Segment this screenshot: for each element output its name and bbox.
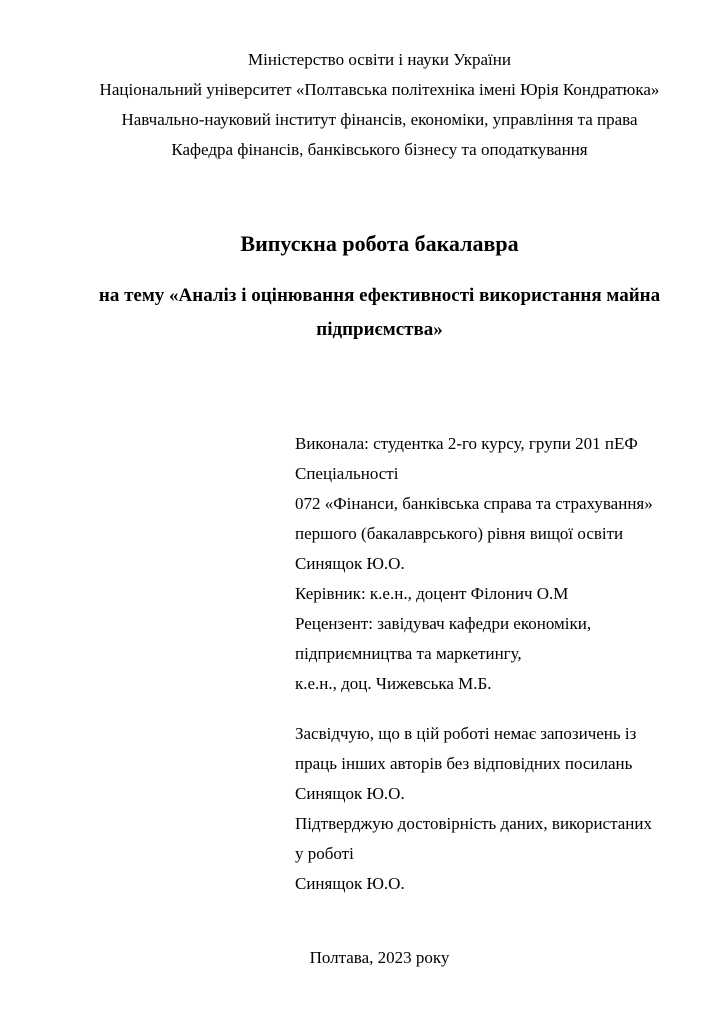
thesis-topic-line-1: на тему «Аналіз і оцінювання ефективності використання майна [98,285,661,306]
no-borrowings-line-2: праць інших авторів без відповідних посилань [295,754,633,773]
author-line: Виконала: студентка 2-го курсу, групи 201 пЕФ [295,434,638,453]
reviewer-line-2: підприємництва та маркетингу, [295,644,522,663]
originality-statement-block [295,719,662,899]
no-borrowings-line-1: Засвідчую, що в цій роботі немає запозичень із [295,724,637,743]
supervisor-line: Керівник: к.е.н., доцент Філонич О.М [295,584,569,603]
signature-name-line-1: Синящок Ю.О. [295,784,405,803]
specialty-code-line: 072 «Фінанси, банківська справа та страхування» [295,494,653,513]
ministry-line: Міністерство освіти і науки України [248,50,511,69]
data-accuracy-line-1: Підтверджую достовірність даних, використаних [295,814,652,833]
thesis-topic-line-2: підприємства» [316,319,443,340]
reviewer-line-1: Рецензент: завідувач кафедри економіки, [295,614,592,633]
signature-name-line-2: Синящок Ю.О. [295,874,405,893]
thesis-title: Випускна робота бакалавра [240,231,519,256]
institute-line: Навчально-науковий інститут фінансів, економіки, управління та права [121,110,638,129]
university-line: Національний університет «Полтавська політехніка імені Юрія Кондратюка» [99,80,660,99]
reviewer-name-line: к.е.н., доц. Чижевська М.Б. [295,674,492,693]
author-name-line: Синящок Ю.О. [295,554,405,573]
author-details-block [295,429,662,699]
data-accuracy-line-2: у роботі [295,844,354,863]
department-line: Кафедра фінансів, банківського бізнесу та оподаткування [171,140,588,159]
institution-header [97,45,662,165]
city-year-line: Полтава, 2023 року [309,948,450,967]
education-level-line: першого (бакалаврського) рівня вищої освіти [295,524,624,543]
thesis-topic [97,279,662,347]
specialty-label-line: Спеціальності [295,464,399,483]
